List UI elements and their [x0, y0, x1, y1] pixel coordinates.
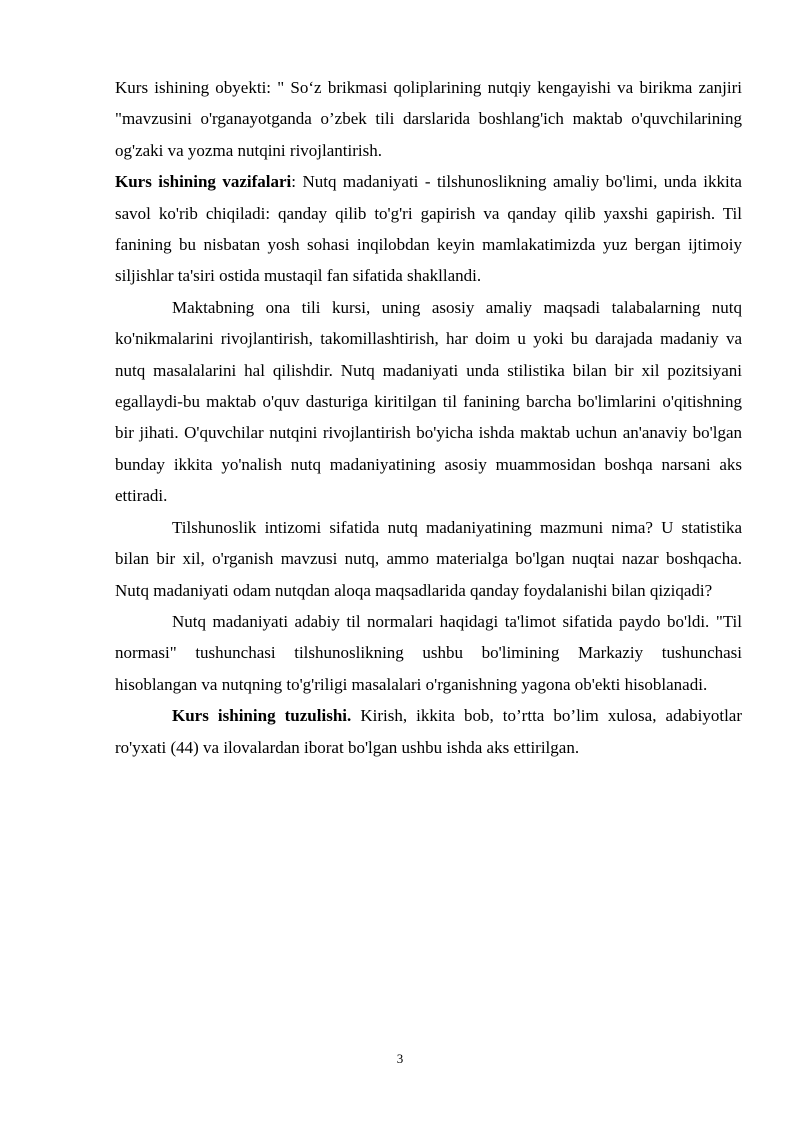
- structure-heading: Kurs ishining tuzulishi.: [172, 706, 352, 726]
- discipline-text: Tilshunoslik intizomi sifatida nutq madaniyatining mazmuni nima? U statistika bilan bir xil, o'rganish mavzusi nutq, ammo materialga bo'lgan nuqtai nazar boshqacha. Nutq madaniyati odam nutqdan aloqa maqsadlarida qanday foydalanishi bilan qiziqadi?: [115, 517, 742, 600]
- paragraph-object: [115, 72, 742, 166]
- structure-text: Kirish, ikkita bob, to’rtta bo’lim xulosa, adabiyotlar ro'yxati (44) va ilovalardan iborat bo'lgan ushbu ishda aks ettirilgan.: [115, 706, 743, 757]
- paragraph-language-norm: [115, 606, 742, 700]
- paragraph-object-text: Kurs ishining obyekti: " So‘z brikmasi qoliplarining nutqiy kengayishi va birikma zanjiri "mavzusini o'rganayotganda o’zbek tili darslarida boshlang'ich maktab o'quvchilarining og'zaki va yozma nutqini rivojlantirish.: [115, 78, 742, 160]
- language-norm-text: Nutq madaniyati adabiy til normalari haqidagi ta'limot sifatida paydo bo'ldi. "Til normasi" tushunchasi tilshunoslikning ushbu bo'limining Markaziy tushunchasi hisoblangan va nutqning to'g'riligi masalalari o'rganishning yagona ob'ekti hisoblanadi.: [115, 611, 742, 694]
- document-body: [115, 72, 742, 763]
- paragraph-structure: [115, 700, 742, 763]
- page-number: 3: [396, 1051, 404, 1066]
- paragraph-discipline: [115, 512, 742, 606]
- tasks-heading: Kurs ishining vazifalari: [115, 172, 292, 192]
- school-course-text: Maktabning ona tili kursi, uning asosiy amaliy maqsadi talabalarning nutq ko'nikmalarini rivojlantirish, takomillashtirish, har doim u yoki bu darajada madaniy va nutq masalalarini hal qilishdir. Nutq madaniyati unda stilistika bilan bir xil pozitsiyani egallaydi-bu maktab o'quv dasturiga kiritilgan til fanining barcha bo'limlarini o'qitishning bir jihati. O'quvchilar nutqini rivojlantirish bo'yicha ishda maktab uchun an'anaviy bo'lgan bunday ikkita yo'nalish nutq madaniyatining asosiy muammosidan boshqa narsani aks ettiradi.: [115, 297, 742, 506]
- paragraph-school-course: [115, 292, 742, 512]
- tasks-text: : Nutq madaniyati - tilshunoslikning amaliy bo'limi, unda ikkita savol ko'rib chiqiladi: qanday qilib to'g'ri gapirish va qanday qilib yaxshi gapirish. Til fanining bu nisbatan yosh sohasi inqilobdan keyin mamlakatimizda yuz bergan ijtimoiy siljishlar ta'siri ostida mustaqil fan sifatida shakllandi.: [115, 172, 742, 286]
- paragraph-tasks: [115, 166, 742, 292]
